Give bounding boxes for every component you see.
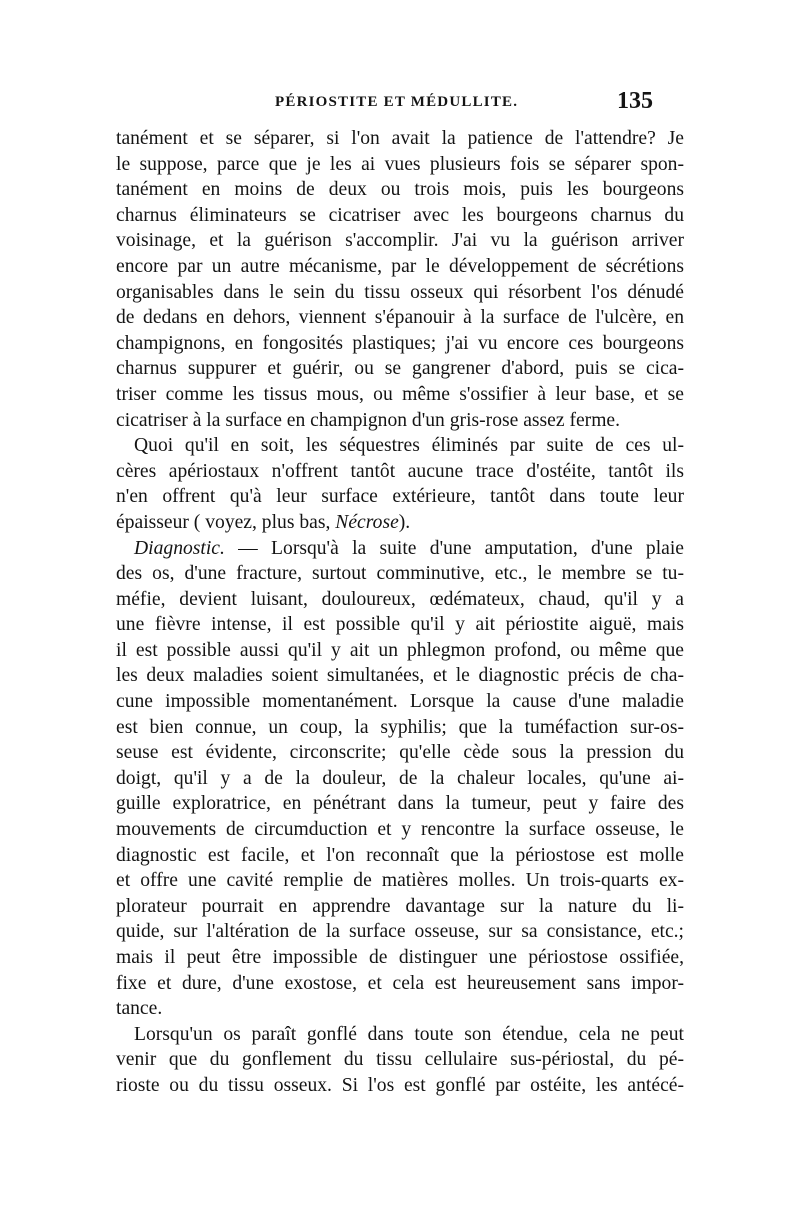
text-line: Quoi qu'il en soit, les séquestres éliminés par suite de ces ul- (134, 435, 684, 457)
text-line: Lorsqu'un os paraît gonflé dans toute son étendue, cela ne peut (134, 1023, 684, 1045)
paragraph-diagnostic (116, 536, 684, 1022)
text-line: venir que du gonflement du tissu cellulaire sus-périostal, du pé- (116, 1049, 684, 1071)
text-line: le suppose, parce que je les ai vues plusieurs fois se séparer spon- (116, 153, 684, 175)
text-line: plorateur pourrait en apprendre davantage sur la nature du li- (116, 895, 684, 917)
italic-reference: Nécrose (335, 511, 399, 533)
text-line: guille exploratrice, en pénétrant dans la tumeur, peut y faire des (116, 793, 684, 815)
paragraph-sequestres (116, 433, 684, 535)
text-line: encore par un autre mécanisme, par le développement de sécrétions (116, 255, 684, 277)
text-line: cères apériostaux n'offrent tantôt aucune trace d'ostéite, tantôt ils (116, 460, 684, 482)
text-line: champignons, en fongosités plastiques; j'ai vu encore ces bourgeons (116, 332, 684, 354)
text-line: mouvements de circumduction et y rencontre la surface osseuse, le (116, 819, 684, 841)
text-line: les deux maladies soient simultanées, et le diagnostic précis de cha- (116, 665, 684, 687)
paragraph-os-gonfle (116, 1022, 684, 1099)
text-line: est bien connue, un coup, la syphilis; que la tuméfaction sur-os- (116, 716, 684, 738)
text-line: quide, sur l'altération de la surface osseuse, sur sa consistance, etc.; (116, 921, 684, 943)
text-line: des os, d'une fracture, surtout comminutive, etc., le membre se tu- (116, 563, 684, 585)
text-line: cune impossible momentanément. Lorsque la cause d'une maladie (116, 691, 684, 713)
text-line: diagnostic est facile, et l'on reconnaît que la périostose est molle (116, 844, 684, 866)
text-line: une fièvre intense, il est possible qu'il y ait périostite aiguë, mais (116, 614, 684, 636)
running-head (0, 88, 800, 120)
body-text (116, 126, 684, 1099)
text-run: — Lorsqu'à la suite d'une amputation, d'une plaie (224, 537, 684, 559)
text-line: fixe et dure, d'une exostose, et cela est heureusement sans impor- (116, 972, 684, 994)
text-line: voisinage, et la guérison s'accomplir. J'ai vu la guérison arriver (116, 230, 684, 252)
text-run: épaisseur ( voyez, plus bas, (116, 511, 336, 533)
text-line: il est possible aussi qu'il y ait un phlegmon profond, ou même que (116, 639, 684, 661)
text-line: doigt, qu'il y a de la douleur, de la chaleur locales, qu'une ai- (116, 767, 684, 789)
text-line: de dedans en dehors, viennent s'épanouir à la surface de l'ulcère, en (116, 307, 684, 329)
section-heading: Diagnostic. (134, 537, 225, 559)
text-line (116, 536, 684, 562)
text-line (116, 510, 684, 536)
text-line: n'en offrent qu'à leur surface extérieure, tantôt dans toute leur (116, 486, 684, 508)
text-line: charnus éliminateurs se cicatriser avec les bourgeons charnus du (116, 204, 684, 226)
text-run: ). (398, 511, 411, 533)
text-line: charnus suppurer et guérir, ou se gangrener d'abord, puis se cica- (116, 358, 684, 380)
text-line: cicatriser à la surface en champignon d'un gris-rose assez ferme. (116, 409, 621, 431)
text-line: triser comme les tissus mous, ou même s'ossifier à leur base, et se (116, 383, 684, 405)
text-line: organisables dans le sein du tissu osseux qui résorbent l'os dénudé (116, 281, 684, 303)
text-line: seuse est évidente, circonscrite; qu'elle cède sous la pression du (116, 742, 684, 764)
page-number: 135 (617, 88, 653, 114)
text-line: rioste ou du tissu osseux. Si l'os est gonflé par ostéite, les antécé- (116, 1074, 684, 1096)
running-title: PÉRIOSTITE ET MÉDULLITE. (275, 94, 519, 110)
text-line: méfie, devient luisant, douloureux, œdémateux, chaud, qu'il y a (116, 588, 684, 610)
text-line: tanément et se séparer, si l'on avait la patience de l'attendre? Je (116, 128, 684, 149)
text-line: tance. (116, 998, 163, 1020)
paragraph-continuation (116, 126, 684, 433)
text-line: tanément en moins de deux ou trois mois, puis les bourgeons (116, 179, 684, 201)
text-line: et offre une cavité remplie de matières molles. Un trois-quarts ex- (116, 870, 684, 892)
text-line: mais il peut être impossible de distinguer une périostose ossifiée, (116, 947, 684, 968)
